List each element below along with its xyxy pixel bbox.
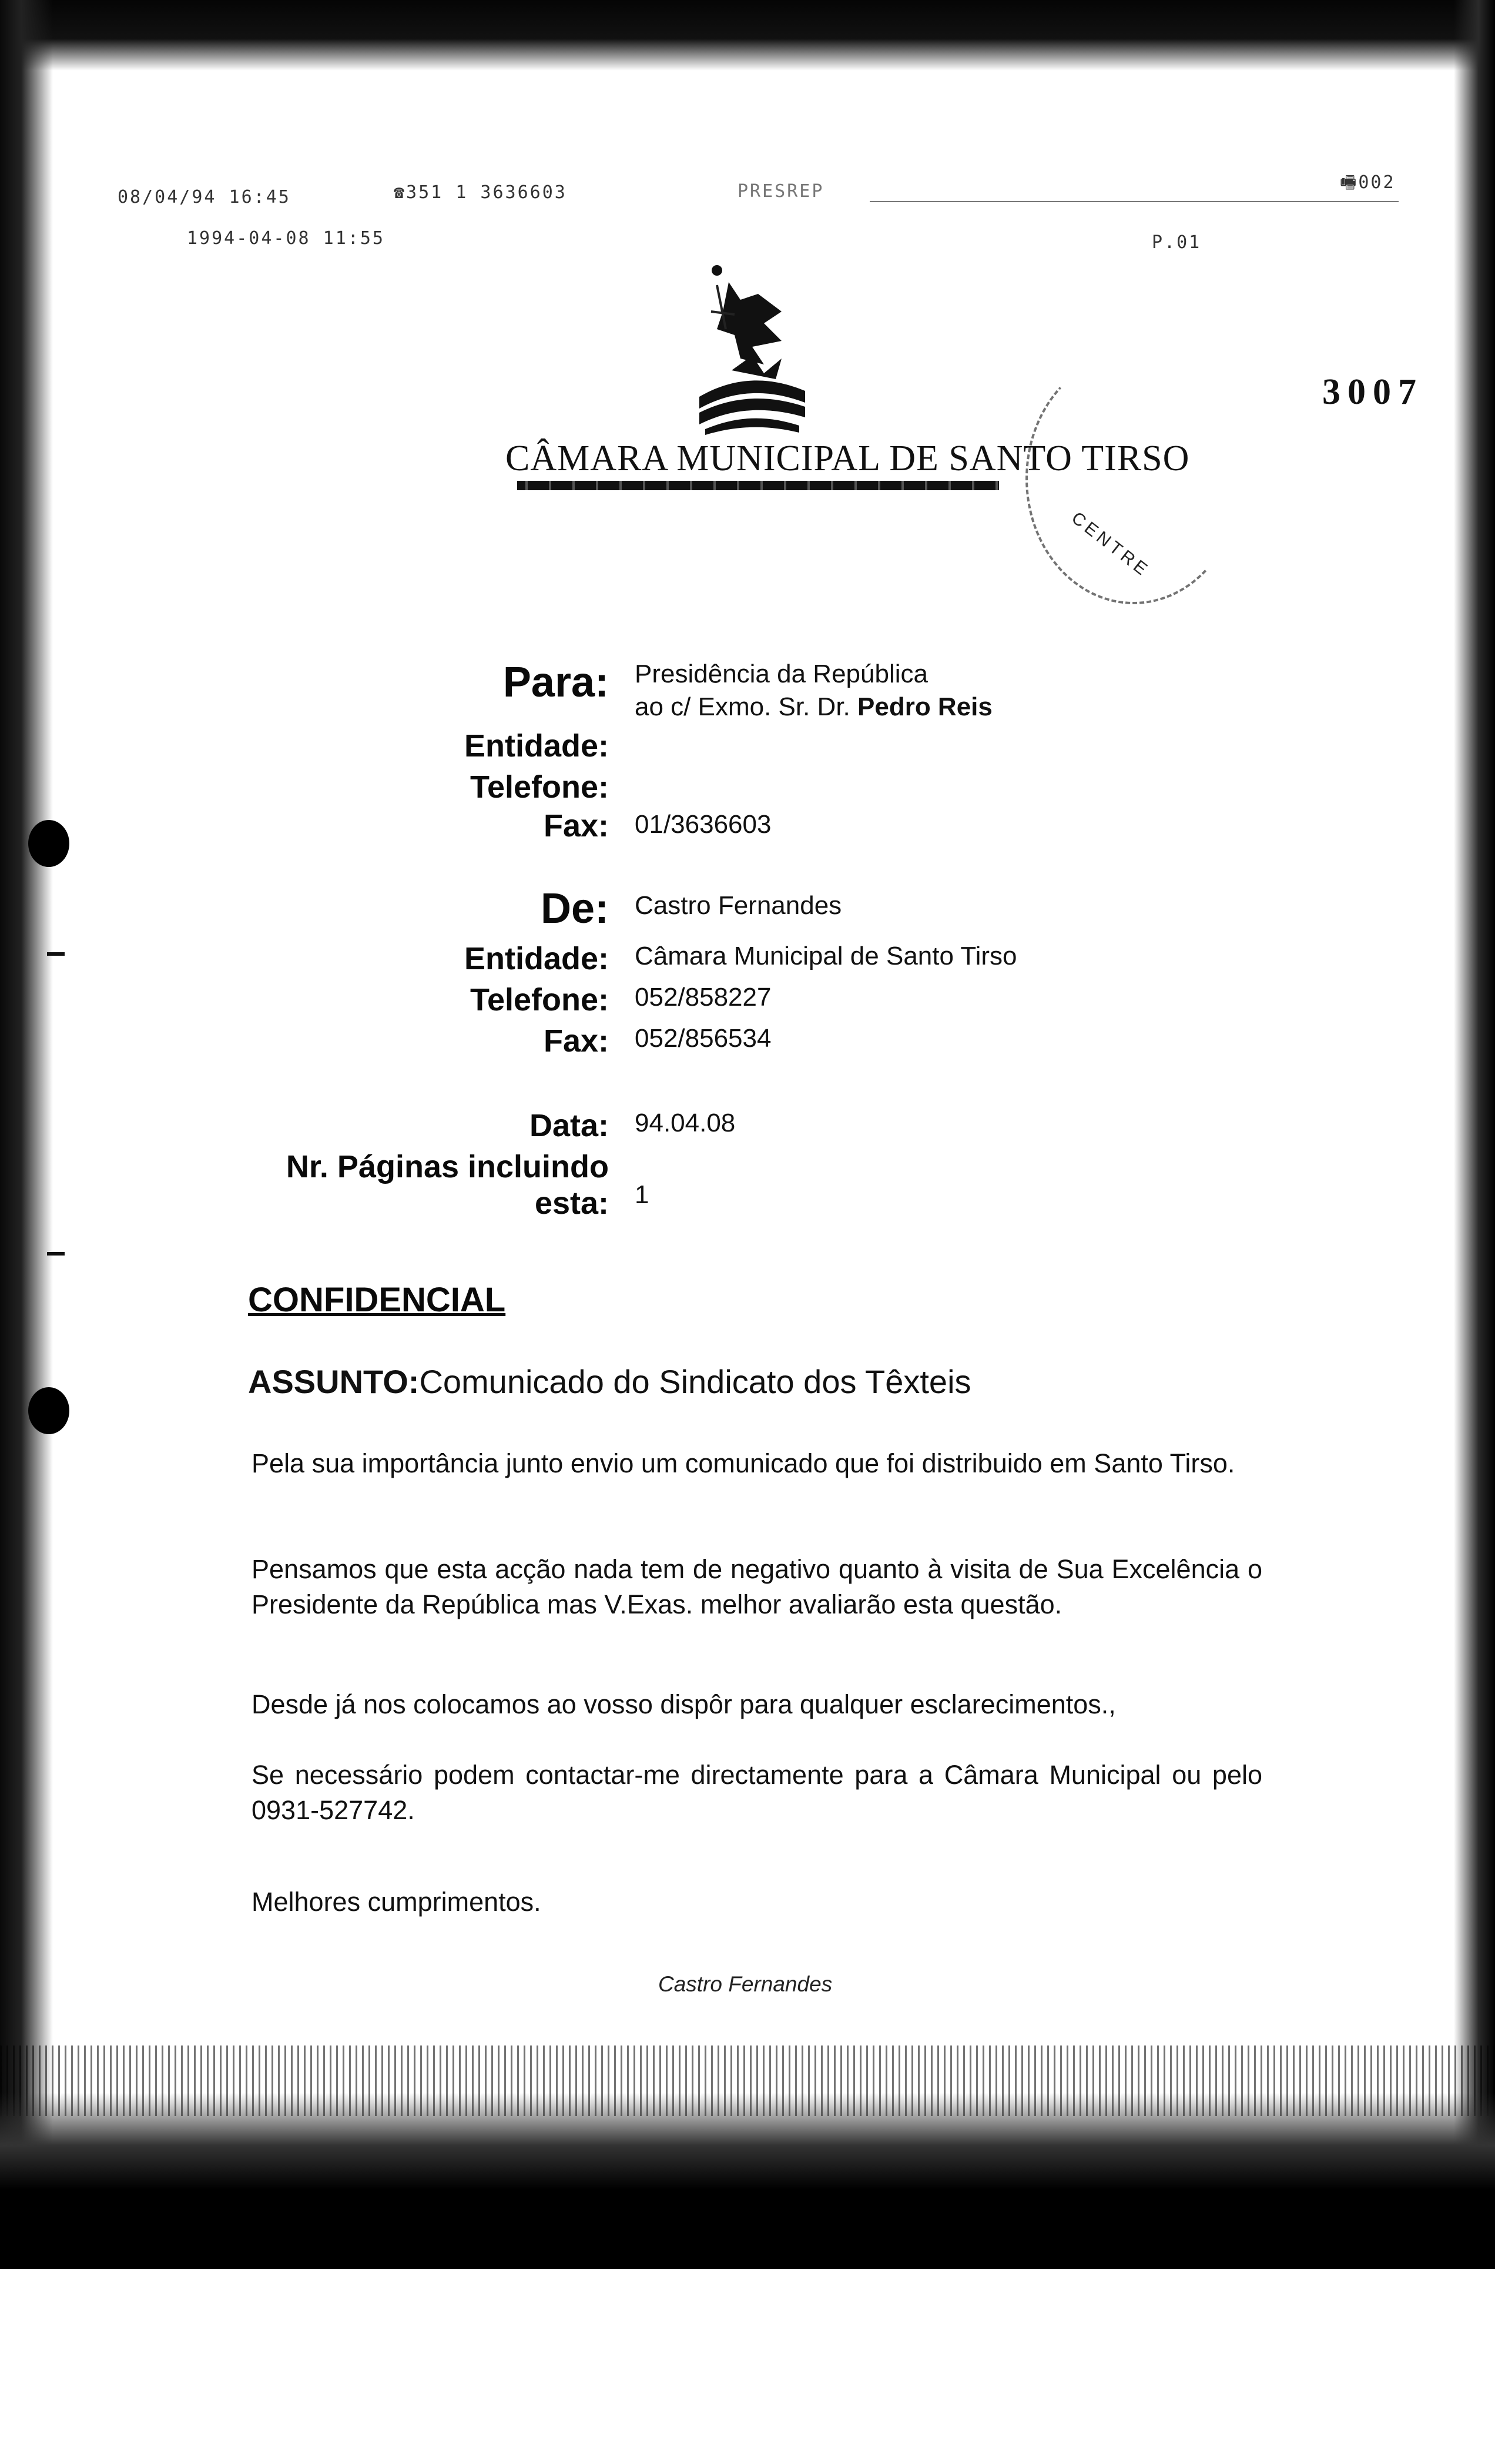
confidential-heading: CONFIDENCIAL xyxy=(248,1281,506,1319)
letterhead-rule xyxy=(517,481,999,490)
subject-line xyxy=(248,1362,971,1401)
to-name-line2 xyxy=(635,692,993,722)
fax-header-phone: ☎351 1 3636603 xyxy=(394,182,567,203)
margin-mark xyxy=(47,952,65,956)
scan-edge-bottom xyxy=(0,2093,1495,2269)
date-label: Data: xyxy=(529,1108,609,1143)
from-label: De: xyxy=(540,885,609,932)
from-name: Castro Fernandes xyxy=(635,891,842,920)
to-name-line1: Presidência da República xyxy=(635,659,928,688)
from-fax-label: Fax: xyxy=(543,1023,609,1059)
to-phone-label: Telefone: xyxy=(470,769,609,805)
from-entity-label: Entidade: xyxy=(464,941,609,976)
fax-header-datetime: 1994-04-08 11:55 xyxy=(187,228,385,249)
stamp-text: CENTRE xyxy=(1068,508,1154,581)
from-fax: 052/856534 xyxy=(635,1024,772,1053)
fax-header-rule xyxy=(870,201,1399,202)
fax-header-date: 08/04/94 16:45 xyxy=(118,187,291,207)
body-paragraph-1: Pela sua importância junto envio um comunicado que foi distribuido em Santo Tirso. xyxy=(252,1448,1235,1478)
closing-line: Melhores cumprimentos. xyxy=(252,1887,541,1917)
to-name-prefix: ao c/ Exmo. Sr. Dr. xyxy=(635,692,858,721)
stamp-number: 3007 xyxy=(1322,372,1423,412)
body-paragraph-4: Se necessário podem contactar-me directamente para a Câmara Municipal ou pelo 0931-527742. xyxy=(252,1760,1262,1825)
to-entity-label: Entidade: xyxy=(464,728,609,764)
body-paragraph-3: Desde já nos colocamos ao vosso dispôr para qualquer esclarecimentos., xyxy=(252,1689,1116,1719)
from-entity: Câmara Municipal de Santo Tirso xyxy=(635,942,1017,970)
signature-name: Castro Fernandes xyxy=(658,1972,833,1996)
from-phone: 052/858227 xyxy=(635,983,772,1012)
scan-edge-left xyxy=(0,0,53,2269)
punch-hole-icon xyxy=(28,820,69,867)
scan-edge-right xyxy=(1454,0,1495,2269)
letterhead-org-name: CÂMARA MUNICIPAL DE SANTO TIRSO xyxy=(505,438,1190,478)
punch-hole-icon xyxy=(28,1387,69,1434)
date-value: 94.04.08 xyxy=(635,1109,736,1137)
pages-label-line1: Nr. Páginas incluindo xyxy=(286,1149,609,1184)
subject-label: ASSUNTO: xyxy=(248,1363,420,1400)
to-fax: 01/3636603 xyxy=(635,810,772,839)
body-paragraph-2: Pensamos que esta acção nada tem de negativo quanto à visita de Sua Excelência o Presidente da República mas V.Exas. melhor avaliarão esta questão. xyxy=(252,1554,1262,1619)
scan-edge-top xyxy=(0,0,1495,71)
letterhead xyxy=(505,259,1190,505)
fax-header-page: 🖷002 xyxy=(1340,172,1396,193)
fax-header-page-number: P.01 xyxy=(1152,232,1202,253)
to-name-bold: Pedro Reis xyxy=(857,692,993,721)
subject-text: Comunicado do Sindicato dos Têxteis xyxy=(419,1363,971,1400)
fax-header-sender: PRESREP xyxy=(738,181,824,202)
town-crest-icon xyxy=(505,259,1011,435)
to-label: Para: xyxy=(502,659,609,706)
pages-label-line2: esta: xyxy=(534,1186,609,1221)
to-fax-label: Fax: xyxy=(543,808,609,843)
pages-value: 1 xyxy=(635,1180,649,1209)
margin-mark xyxy=(47,1252,65,1256)
from-phone-label: Telefone: xyxy=(470,982,609,1017)
